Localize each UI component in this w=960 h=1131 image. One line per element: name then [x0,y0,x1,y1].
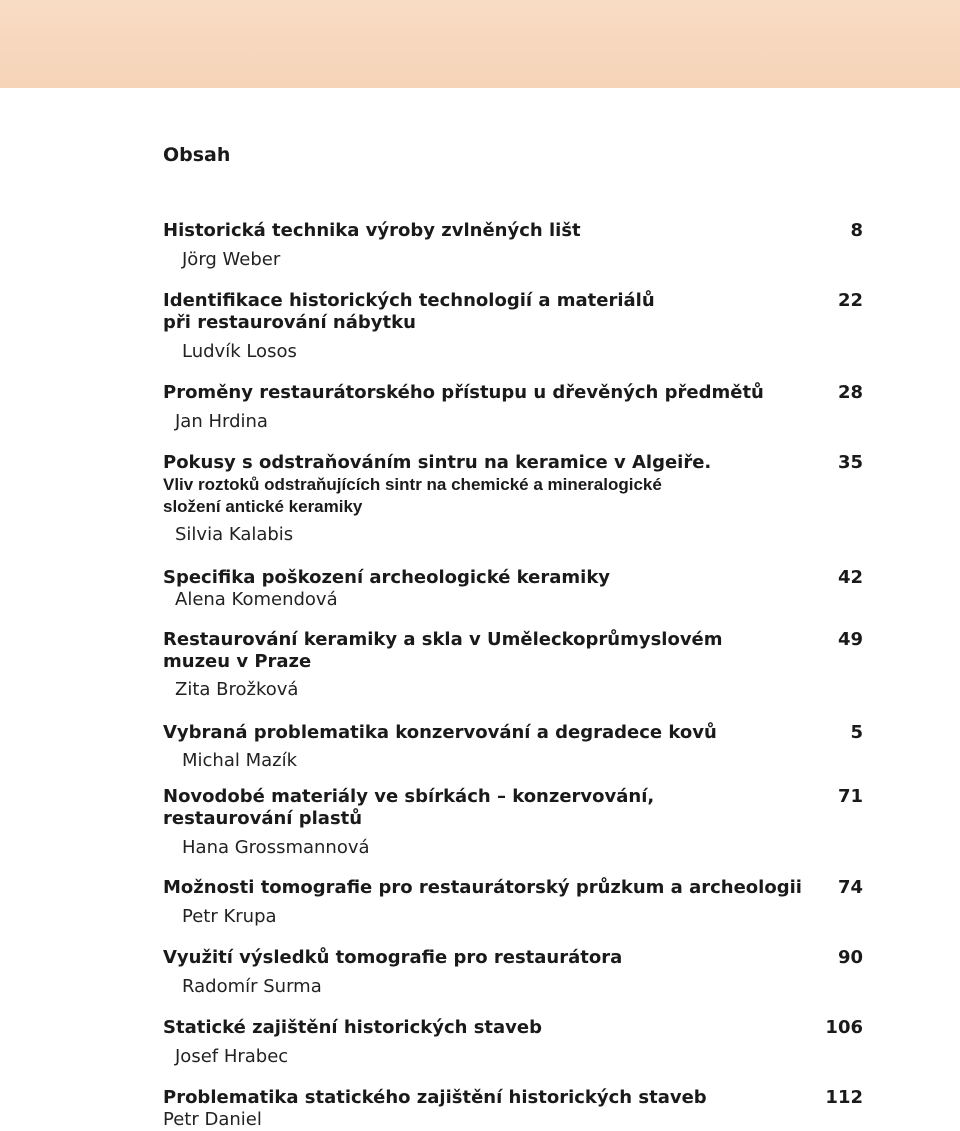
entry-author: Ludvík Losos [182,341,297,362]
entry-title: Pokusy s odstraňováním sintru na keramice v Algeiře. [163,452,712,473]
entry-subtitle-continued: složení antické keramiky [163,497,363,516]
entry-title-continued: muzeu v Praze [163,651,312,672]
entry-page-number: 8 [850,220,863,241]
toc-entry [163,629,863,701]
entry-page-number: 71 [837,786,863,807]
entry-author: Zita Brožková [175,679,299,700]
entry-title: Proměny restaurátorského přístupu u dřevěných předmětů [163,382,764,403]
entry-page-number: 49 [837,629,863,650]
entry-author: Petr Daniel [163,1109,262,1130]
toc-entry [163,1087,863,1131]
entry-author: Jörg Weber [182,249,281,270]
toc-entry [163,382,863,433]
entry-page-number: 42 [837,567,863,588]
entry-title: Restaurování keramiky a skla v Uměleckoprůmyslovém [163,629,723,650]
toc-entry [163,722,863,772]
entry-title-continued: restaurování plastů [163,808,363,829]
entry-title: Identifikace historických technologií a materiálů [163,290,655,311]
entry-page-number: 22 [837,290,863,311]
entry-page-number: 35 [837,452,863,473]
entry-page-number: 90 [837,947,863,968]
entry-author: Silvia Kalabis [175,524,294,545]
entry-author: Josef Hrabec [175,1046,289,1067]
toc-entry [163,1017,863,1068]
toc-entry [163,220,863,271]
entry-title: Novodobé materiály ve sbírkách – konzervování, [163,786,655,807]
entry-author: Petr Krupa [182,906,277,927]
top-color-band [0,0,960,88]
entry-author: Radomír Surma [182,976,322,997]
entry-page-number: 74 [837,877,863,898]
entry-page-number: 106 [825,1017,863,1038]
entry-page-number: 5 [850,722,863,743]
entry-title: Historická technika výroby zvlněných lišt [163,220,581,241]
contents-heading: Obsah [163,144,231,166]
entry-author: Alena Komendová [175,589,338,610]
entry-author: Michal Mazík [182,750,298,771]
toc-entry [163,877,863,928]
entry-page-number: 28 [837,382,863,403]
entry-title: Využití výsledků tomografie pro restaurátora [163,947,623,968]
entry-subtitle: Vliv roztoků odstraňujících sintr na chemické a mineralogické [163,475,662,494]
entry-title: Možnosti tomografie pro restaurátorský průzkum a archeologii [163,877,802,898]
entry-title: Vybraná problematika konzervování a degradece kovů [163,722,717,743]
entry-author: Hana Grossmannová [182,837,370,858]
toc-entry [163,947,863,998]
entry-title: Problematika statického zajištění historických staveb [163,1087,707,1108]
entry-title: Specifika poškození archeologické keramiky [163,567,611,588]
entry-author: Jan Hrdina [175,411,268,432]
entry-page-number: 112 [825,1087,863,1108]
toc-entry [163,567,863,611]
toc-entry [163,290,863,363]
toc-entry [163,452,863,546]
toc-entry [163,786,863,859]
entry-title-continued: při restaurování nábytku [163,312,416,333]
entry-title: Statické zajištění historických staveb [163,1017,542,1038]
